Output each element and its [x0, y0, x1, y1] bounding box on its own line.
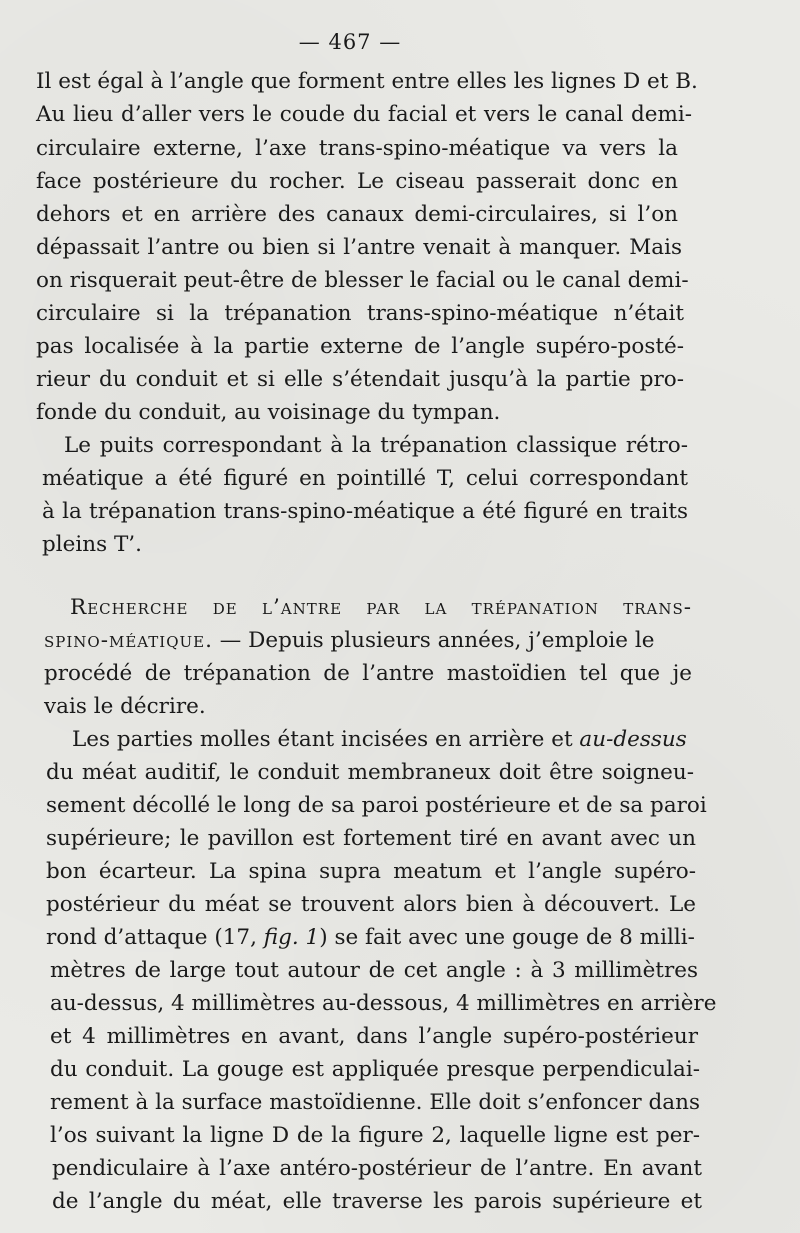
text-line: du conduit. La gouge est appliquée presque perpendiculai- [50, 1057, 700, 1082]
text-line: sement décollé le long de sa paroi postérieure et de sa paroi [46, 793, 707, 818]
text-line: circulaire externe, l’axe trans-spino-méatique va vers la [36, 136, 678, 161]
figure-reference: fig. 1 [263, 925, 320, 950]
section-heading: Recherche de l’antre par la trépanation trans- [70, 595, 692, 620]
text-line: l’os suivant la ligne D de la figure 2, laquelle ligne est per- [50, 1123, 700, 1148]
text-line: rieur du conduit et si elle s’étendait jusqu’à la partie pro- [36, 367, 684, 392]
text-line: face postérieure du rocher. Le ciseau passerait donc en [36, 169, 678, 194]
text-line: du méat auditif, le conduit membraneux doit être soigneu- [46, 760, 694, 785]
text-line [44, 630, 692, 652]
text-span: Les parties molles étant incisées en arrière et [72, 727, 580, 752]
text-line: méatique a été figuré en pointillé T, celui correspondant [42, 466, 688, 491]
text-line: mètres de large tout autour de cet angle : à 3 millimètres [50, 958, 698, 983]
text-line: dépassait l’antre ou bien si l’antre venait à manquer. Mais [36, 235, 682, 260]
text-line: dehors et en arrière des canaux demi-circulaires, si l’on [36, 202, 678, 227]
text-line: à la trépanation trans-spino-méatique a été figuré en traits [42, 499, 688, 524]
text-line: vais le décrire. [44, 694, 206, 719]
text-line: pas localisée à la partie externe de l’angle supéro-posté- [36, 334, 684, 359]
text-line: pendiculaire à l’axe antéro-postérieur de l’antre. En avant [52, 1156, 702, 1181]
text-line: de l’angle du méat, elle traverse les parois supérieure et [52, 1189, 702, 1214]
text-line [72, 729, 694, 751]
text-span: ) se fait avec une gouge de 8 milli- [319, 925, 695, 950]
text-line: rement à la surface mastoïdienne. Elle doit s’enfoncer dans [50, 1090, 700, 1115]
text-span: — Depuis plusieurs années, j’emploie le [212, 628, 655, 653]
text-line: Au lieu d’aller vers le coude du facial et vers le canal demi- [36, 102, 692, 127]
text-line: circulaire si la trépanation trans-spino-méatique n’était [36, 301, 684, 326]
section-heading: spino-méatique. [44, 628, 213, 653]
text-line: pleins T’. [42, 532, 142, 557]
text-line: Le puits correspondant à la trépanation classique rétro- [64, 433, 688, 458]
text-line: et 4 millimètres en avant, dans l’angle supéro-postérieur [50, 1024, 698, 1049]
text-span: rond d’attaque (17, [46, 925, 264, 950]
text-line: bon écarteur. La spina supra meatum et l’angle supéro- [46, 859, 696, 884]
text-line: supérieure; le pavillon est fortement tiré en avant avec un [46, 826, 696, 851]
italic-term: au-dessus [579, 727, 687, 752]
text-line: fonde du conduit, au voisinage du tympan. [36, 400, 501, 425]
text-line: postérieur du méat se trouvent alors bien à découvert. Le [46, 892, 696, 917]
page-number: — 467 — [298, 30, 402, 54]
text-line: Il est égal à l’angle que forment entre elles les lignes D et B. [36, 69, 698, 94]
text-line [46, 927, 696, 949]
text-line: au-dessus, 4 millimètres au-dessous, 4 millimètres en arrière [50, 991, 717, 1016]
text-line: procédé de trépanation de l’antre mastoïdien tel que je [44, 661, 692, 686]
text-line: on risquerait peut-être de blesser le facial ou le canal demi- [36, 268, 689, 293]
